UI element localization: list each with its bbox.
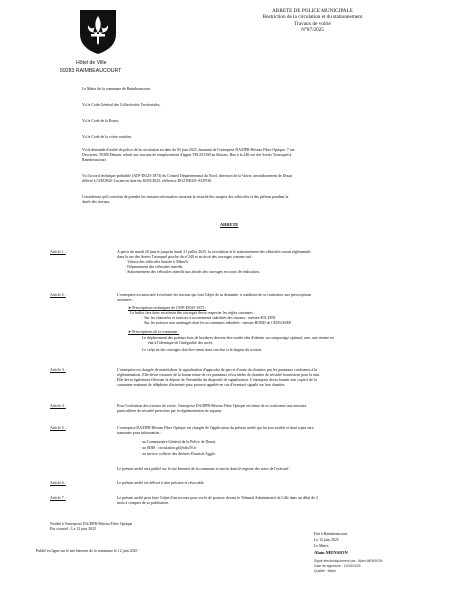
electronic-signature-by: Signé électroniquement par : Alain MENSION	[314, 559, 383, 563]
considering-request-3: Raimbeaucourt.	[82, 158, 107, 162]
article-2-line: Le déplacement des poteaux bois de bordures devront être traités afin d'obtenir un compactage optimal, avec une remise en	[142, 336, 334, 340]
article-3-line: L'entreprise est chargée de matérialiser la signalisation d'approche de part et d'autre du chantier, par les panneaux conformes à la	[117, 368, 317, 372]
whereas-1: Considérant qu'il convient de prendre les mesures nécessaires assurant la sécurité des usagers des véhicules et des piétons pendant la	[82, 195, 289, 199]
article-3-label: Article 3 :	[50, 368, 66, 372]
subtitle-restriction: Restriction de la circulation et du stationnement	[262, 14, 363, 21]
article-1-line: · Stationnement des véhicules interdit aux abords des ouvrages en cours de réalisation.	[125, 270, 260, 274]
article-1-line: · Dépassement des véhicules interdit,	[125, 265, 184, 269]
whereas-2: durée des travaux,	[82, 200, 111, 204]
electronic-signature-date: Date de signature : 12/06/2025	[314, 564, 361, 568]
article-3-line: réglementation. Elle devra s'assurer de la bonne tenue de ces panneaux et/ou tables de chantier de sécurité fournissent pour la nuit.	[117, 373, 320, 377]
electronic-signature-quality: Qualité : Maire	[314, 569, 337, 573]
article-2-line: L'entreprise est autorisée à exécuter les travaux qui font l'objet de sa demande, à condition de se conformer aux prescriptions	[117, 293, 312, 297]
article-4-label: Article 4 :	[50, 404, 66, 408]
subtitle-works: Travaux de voirie	[294, 20, 331, 27]
article-2-subheading: ➤ Prescriptions de la commune :	[128, 330, 180, 334]
signature-date: Le 12 juin 2025	[314, 538, 339, 542]
considering-atp-1: Vu l'accord technique préalable (ATP-DO25-1873) du Conseil Départemental du Nord, direction de la Voirie, arrondissement de Douai	[82, 174, 293, 178]
considering-request-1: Vu la demande d'arrêté de police de la circulation en date du 03 juin 2025, émanant de l'entreprise DA/DPR-Réseau Fibre Optique, 7 rue	[82, 148, 295, 152]
article-2-line: · Sur les chaussées et trottoirs à accotements stabilisés des travaux : mesure KIL FINI	[142, 316, 276, 320]
article-2-line: Le crépi en des ouvrages doit être remis dans son état si la largeur du trottoir.	[142, 348, 262, 352]
notification-line: Notifié à l'entreprise DA/DPR-Réseau Fibre Optique	[50, 522, 133, 526]
article-2-line: état à l'identique de l'intégralité des accès.	[148, 341, 214, 345]
considering-route-code: Vu le Code de la Route,	[82, 119, 120, 123]
considering-atp-2: délivré à CHANGE Lucien en date du 30/05/2025, référence DO2T0025I-ACF910.	[82, 179, 213, 183]
article-3-line: commune vraiment de téléphone d'astreinte pour pouvoir appelée en cas d'éventuel signalé sur leur chantier.	[117, 383, 286, 387]
town-address: 59283 RAIMBEAUCOURT	[60, 68, 122, 74]
article-2-label: Article 2 :	[50, 293, 66, 297]
article-1-label: Article 1 :	[50, 250, 66, 254]
signature-role: Le Maire,	[314, 544, 330, 548]
fleur-de-lis-shield-icon	[78, 8, 118, 56]
municipal-logo	[78, 8, 118, 56]
article-5-line: transmise pour information :	[117, 431, 162, 435]
publication-online: Publié en ligne sur le site Internet de la commune le 12 juin 2025	[36, 549, 138, 553]
article-2-line: suivantes :	[117, 298, 134, 302]
mayor-line: Le Maire de la commune de Raimbeaucourt	[82, 87, 151, 91]
notification-date: Par courriel : Le 12 juin 2025	[50, 527, 97, 531]
article-5-line: L'entreprise DA/DPR-Réseau Fibre Optique est chargée de l'application du présent arrêté qui lui sera notifié et dont copie sera	[117, 426, 314, 430]
article-4-line: Pour l'exécution des travaux de voirie, l'entreprise DA/DPR-Réseau Fibre Optique est tenue de se conformer aux mesures	[117, 404, 307, 408]
publication-register-line: Le présent arrêté sera publié sur le site Internet de la commune et inscrit dans le registre des actes de l'exécutif.	[117, 467, 290, 471]
article-5-line: · au service collecte des déchets Douaisis Agglo.	[140, 452, 216, 456]
considering-cgct: Vu le Code Général des Collectivités Territoriales,	[82, 103, 161, 107]
title-block	[220, 8, 405, 33]
signatory-name: Alain MENSION	[314, 550, 348, 555]
article-1-line: dans la rue des Sorets Trousquel proche du n°240 et au droit des ouvrages comme suit :	[117, 255, 253, 259]
decree-number: N°87/2025	[301, 26, 324, 33]
arrete-heading: ARRETE	[220, 222, 239, 227]
article-7-line: Le présent arrêté peut faire l'objet d'un recours pour excès de pouvoir devant le Tribunal Administratif de Lille dans un délai de 2	[117, 496, 318, 500]
article-2-line: · Sur les trottoirs non aménagés dont les accotements enherbés : mesure BORD de CHAUSSEE	[142, 321, 292, 325]
town-hall-label: Hôtel de Ville	[76, 60, 107, 66]
article-7-label: Article 7 :	[50, 496, 66, 500]
article-7-line: mois à compter de sa publication.	[117, 501, 170, 505]
considering-road-code: Vu le Code de la voirie routière,	[82, 135, 133, 139]
article-6-line: Le présent arrêté est délivré à titre précaire et révocable.	[117, 481, 205, 485]
article-4-line: particulières de sécurité prescrites par la réglementation en vigueur.	[117, 409, 223, 413]
considering-request-2: Descartes, 59300 Denain, relatif aux travaux de remplacement d'appui TELECOM au 6lutons, Rue à la 240 rue des Sorets Trousquel à	[82, 153, 292, 157]
article-2-line: Le brûlot fera donc en niveau des ouvrages devra respecter les règles suivantes :	[130, 311, 255, 315]
article-1-line: · Vitesse des véhicules limitée à 30km/h,	[125, 260, 189, 264]
signature-place: Fait à Raimbeaucourt	[314, 532, 348, 536]
article-5-label: Article 5 :	[50, 426, 66, 430]
article-6-label: Article 6 :	[50, 481, 66, 485]
article-1-line: A partir du mardi 20 juin et jusqu'au lundi 21 juillet 2025, la circulation et le stationnement des véhicules seront réglementés	[117, 250, 311, 254]
article-5-line: · au SDIS : circulation.gf@sdis59.fr	[140, 446, 197, 450]
article-3-line: Elle devra également effectuer la dépose de l'ensemble du dispositif de signalisation. L'entreprise devra fournir une copie à de la	[117, 378, 317, 382]
article-2-subheading: ➤ Prescriptions techniques de l'ATP-DO25-1873 :	[128, 306, 207, 310]
page-title: ARRETE DE POLICE MUNICIPALE	[272, 8, 353, 14]
article-5-line: · au Commissaire Général de la Police de Douai,	[140, 440, 216, 444]
